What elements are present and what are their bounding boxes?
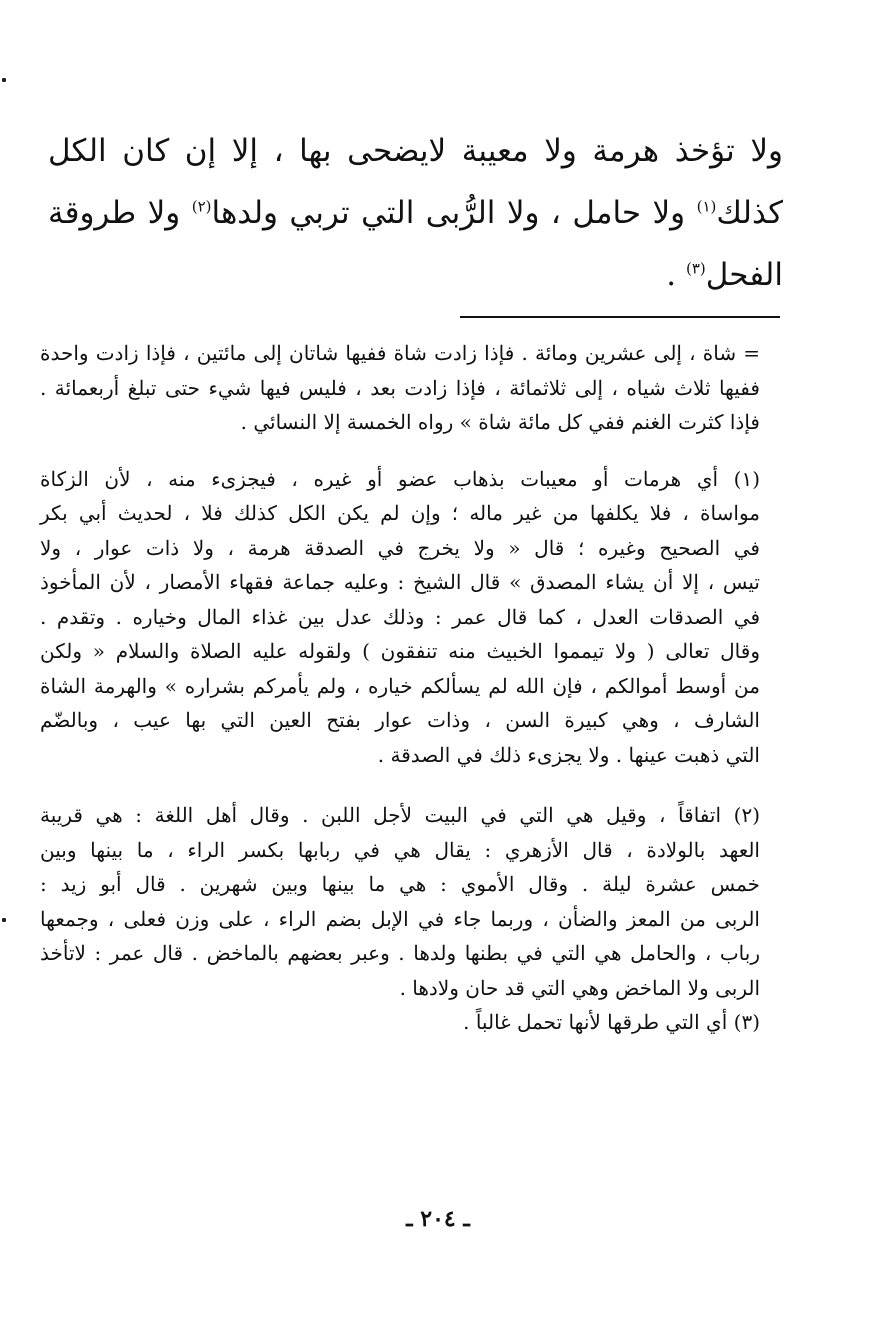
footnote-2 bbox=[40, 798, 760, 1005]
footnote-continuation bbox=[40, 336, 760, 440]
main-segment: ولا حامل ، ولا الرُّبى التي تربي ولدها bbox=[211, 195, 686, 231]
note-line: تيس ، إلا أن يشاء المصدق » قال الشيخ : وعليه جماعة فقهاء الأمصار ، لأن المأخوذ bbox=[40, 570, 760, 594]
note-line: ففيها ثلاث شياه ، إلى ثلاثمائة ، فإذا زادت بعد ، فليس فيها شيء حتى تبلغ أربعمائة . bbox=[40, 375, 760, 400]
main-line-1: ولا تؤخذ هرمة ولا معيبة لايضحى بها ، إلا إن كان الكل bbox=[48, 133, 783, 169]
main-segment: ولا طروقة bbox=[48, 195, 181, 231]
page-number: ـ ٢٠٤ ـ bbox=[406, 1206, 470, 1232]
note-line: خمس عشرة ليلة . وقال الأموي : هي ما بينها وبين شهرين . قال أبو زيد : bbox=[40, 872, 760, 896]
footnote-ref-3: (٣) bbox=[685, 259, 706, 278]
main-segment: الفحل bbox=[705, 257, 783, 293]
note-line: الربى ولا الماخض وهي التي قد حان ولادها . bbox=[399, 975, 760, 1000]
note-line: الربى من المعز والضأن ، وربما جاء في الإبل بضم الراء ، على وزن فعلى ، وجمعها bbox=[40, 906, 760, 931]
note-line: رباب ، والحامل هي التي في بطنها ولدها . وعبر بعضهم بالماخض . قال عمر : لاتأخذ bbox=[40, 941, 760, 965]
footnote-1 bbox=[40, 462, 760, 773]
footnote-ref-2: (٢) bbox=[191, 197, 212, 216]
note-line: فإذا كثرت الغنم ففي كل مائة شاة » رواه الخمسة إلا النسائي . bbox=[240, 410, 760, 434]
footnote-separator bbox=[460, 316, 780, 318]
note-line: مواساة ، فلا يكلفها من غير ماله ؛ وإن لم يكن الكل كذلك فلا ، لحديث أبي بكر bbox=[40, 501, 760, 525]
note-line: (١) أي هرمات أو معيبات بذهاب عضو أو غيره ، فيجزىء منه ، لأن الزكاة bbox=[40, 466, 760, 491]
main-segment: كذلك bbox=[716, 195, 783, 231]
main-line-3 bbox=[48, 244, 783, 306]
note-line: العهد بالولادة ، قال الأزهري : يقال هي في ربابها بكسر الراء ، ما بينها وبين bbox=[40, 837, 760, 862]
footnote-ref-1: (١) bbox=[696, 197, 717, 216]
margin-mark-middle bbox=[2, 918, 6, 922]
note-line: وقال تعالى ( ولا تيمموا الخبيث منه تنفقون ) ولقوله عليه الصلاة والسلام « ولكن bbox=[40, 639, 760, 663]
margin-mark-top bbox=[2, 78, 6, 82]
footnotes bbox=[40, 336, 760, 1040]
note-line: في الصحيح وغيره ؛ قال « ولا يخرج في الصدقة هرمة ، ولا ذات عوار ، ولا bbox=[40, 535, 760, 560]
main-line-2 bbox=[48, 182, 783, 244]
main-segment: . bbox=[666, 257, 677, 293]
note-line: (٣) أي التي طرقها لأنها تحمل غالباً . bbox=[463, 1010, 760, 1034]
note-line: من أوسط أموالكم ، فإن الله لم يسألكم خياره ، ولم يأمركم بشراره » والهرمة الشاة bbox=[40, 673, 760, 698]
note-line: (٢) اتفاقاً ، وقيل هي التي في البيت لأجل اللبن . وقال أهل اللغة : هي قريبة bbox=[40, 803, 760, 827]
note-line: = شاة ، إلى عشرين ومائة . فإذا زادت شاة ففيها شاتان إلى مائتين ، فإذا زادت واحدة bbox=[40, 341, 760, 365]
main-text bbox=[48, 120, 783, 306]
note-line: الشارف ، وهي كبيرة السن ، وذات عوار بفتح العين التي بها عيب ، وبالضّم bbox=[40, 708, 760, 732]
note-line: التي ذهبت عينها . ولا يجزىء ذلك في الصدقة . bbox=[377, 742, 760, 767]
footnote-3 bbox=[40, 1005, 760, 1040]
note-line: في الصدقات العدل ، كما قال عمر : وذلك عدل بين غذاء المال وخياره . وتقدم . bbox=[40, 604, 760, 629]
